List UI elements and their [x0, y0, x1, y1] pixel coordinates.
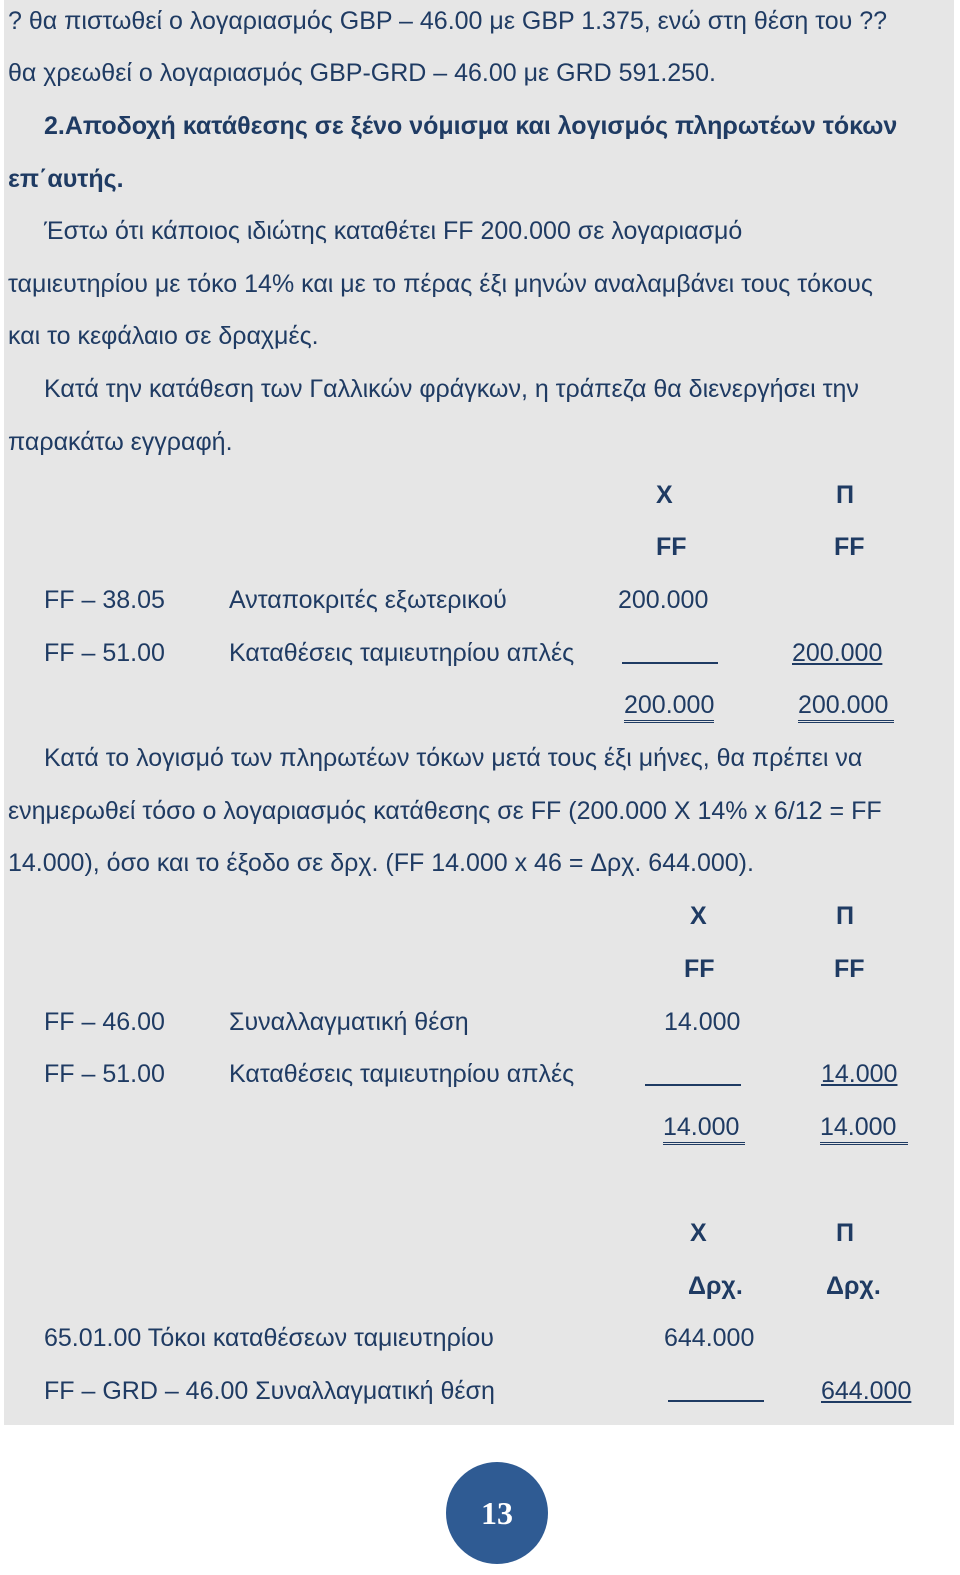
credit-amount: 14.000	[821, 1060, 898, 1088]
total-debit: 200.000	[624, 690, 714, 723]
debit-amount: 200.000	[618, 586, 709, 614]
text-line: 14.000), όσο και το έξοδο σε δρχ. (FF 14.000 x 46 = Δρχ. 644.000).	[8, 849, 754, 877]
debit-header: Χ	[656, 481, 673, 509]
account-name: Συναλλαγματική θέση	[229, 1008, 469, 1036]
text-line: Έστω ότι κάποιος ιδιώτης καταθέτει FF 200.000 σε λογαριασμό	[44, 217, 743, 245]
text-line: και το κεφάλαιο σε δραχμές.	[8, 322, 319, 350]
credit-header: Π	[836, 481, 855, 509]
account-name: Καταθέσεις ταμιευτηρίου απλές	[229, 639, 575, 667]
blank-line	[622, 662, 718, 664]
debit-currency: Δρχ.	[688, 1272, 743, 1300]
text-line: ? θα πιστωθεί ο λογαριασμός GBP – 46.00 με GBP 1.375, ενώ στη θέση του ??	[8, 7, 888, 35]
debit-header: Χ	[690, 1219, 707, 1247]
section-heading: 2.Αποδοχή κατάθεσης σε ξένο νόμισμα και λογισμός πληρωτέων τόκων	[44, 112, 898, 140]
account-name: Ανταποκριτές εξωτερικού	[229, 586, 507, 614]
credit-currency: FF	[834, 533, 865, 561]
account-code: FF – 38.05	[44, 586, 165, 614]
text-line: θα χρεωθεί ο λογαριασμός GBP-GRD – 46.00 με GRD 591.250.	[8, 59, 716, 87]
text-line: ενημερωθεί τόσο ο λογαριασμός κατάθεσης σε FF (200.000 Χ 14% x 6/12 = FF	[8, 797, 882, 825]
debit-currency: FF	[684, 955, 715, 983]
credit-header: Π	[836, 902, 855, 930]
credit-currency: Δρχ.	[826, 1272, 881, 1300]
account-code: FF – 46.00	[44, 1008, 165, 1036]
blank-line	[645, 1084, 741, 1086]
page-number-badge: 13	[446, 1462, 548, 1564]
total-credit: 200.000	[798, 690, 894, 723]
debit-header: Χ	[690, 902, 707, 930]
total-credit: 14.000	[820, 1112, 908, 1145]
credit-currency: FF	[834, 955, 865, 983]
debit-currency: FF	[656, 533, 687, 561]
credit-amount: 200.000	[792, 639, 883, 667]
blank-line	[668, 1400, 764, 1402]
credit-amount: 644.000	[821, 1377, 912, 1405]
account-code: FF – 51.00	[44, 1060, 165, 1088]
text-line: Κατά την κατάθεση των Γαλλικών φράγκων, η τράπεζα θα διενεργήσει την	[44, 375, 859, 403]
text-line: παρακάτω εγγραφή.	[8, 428, 233, 456]
account-code: FF – 51.00	[44, 639, 165, 667]
debit-amount: 14.000	[664, 1008, 741, 1036]
account-name: Καταθέσεις ταμιευτηρίου απλές	[229, 1060, 575, 1088]
account-line: FF – GRD – 46.00 Συναλλαγματική θέση	[44, 1377, 495, 1405]
total-debit: 14.000	[663, 1112, 745, 1145]
text-line: Κατά το λογισμό των πληρωτέων τόκων μετά τους έξι μήνες, θα πρέπει να	[44, 744, 863, 772]
debit-amount: 644.000	[664, 1324, 755, 1352]
section-heading-cont: επ΄αυτής.	[8, 165, 124, 193]
text-line: ταμιευτηρίου με τόκο 14% και με το πέρας έξι μηνών αναλαμβάνει τους τόκους	[8, 270, 873, 298]
credit-header: Π	[836, 1219, 855, 1247]
account-line: 65.01.00 Τόκοι καταθέσεων ταμιευτηρίου	[44, 1324, 494, 1352]
